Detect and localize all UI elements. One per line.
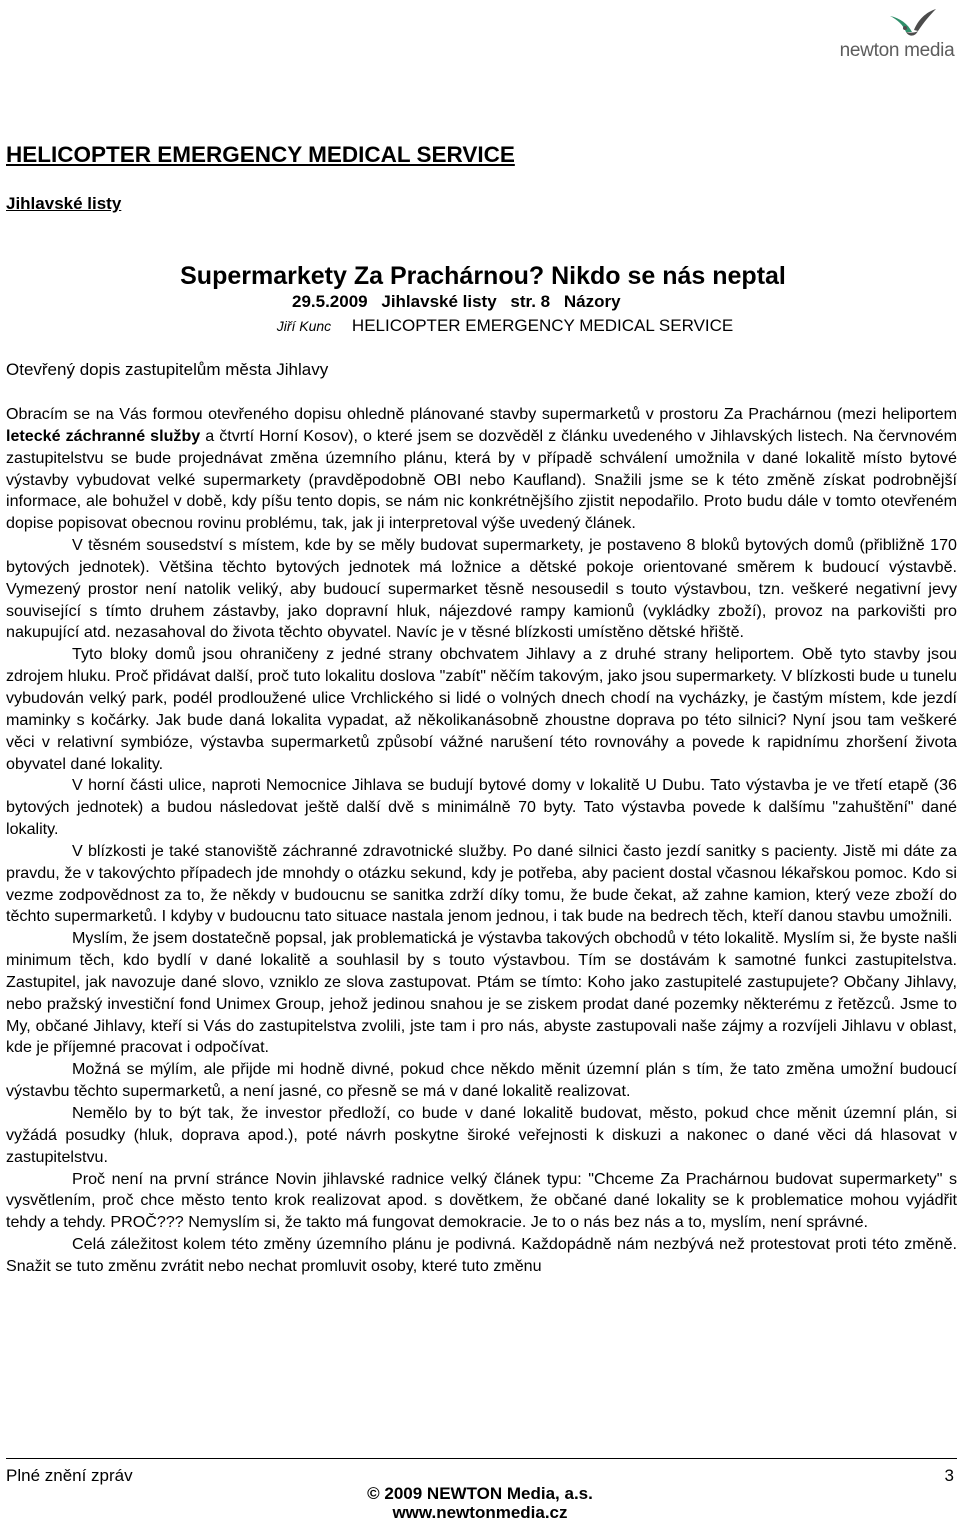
footer-copyright: © 2009 NEWTON Media, a.s. (367, 1484, 593, 1503)
page-number: 3 (944, 1466, 954, 1485)
paragraph: Proč není na první stránce Novin jihlavské radnice velký článek typu: "Chceme Za Prachárnou budovat supermarkety" s vysvětlením, proč chce město tento krok realizovat apod. s dovětkem, že občané dané lokality se k problematice mohou vyjádřit tehdy a tehdy. PROČ??? Nemyslím si, že takto má fungovat demokracie. Je to o nás bez nás a to, myslím, není správné. (6, 1169, 957, 1232)
logo-text: newton media (839, 40, 955, 61)
bird-logo-icon (878, 6, 938, 40)
article-meta (292, 292, 630, 312)
source-link[interactable]: Jihlavské listy (6, 194, 122, 213)
section-title: HELICOPTER EMERGENCY MEDICAL SERVICE (6, 142, 515, 167)
article-author: Jiří Kunc (276, 318, 332, 334)
footer-url: www.newtonmedia.cz (392, 1503, 568, 1522)
article-body (6, 404, 957, 1278)
newton-media-logo (838, 6, 956, 66)
paragraph: Myslím, že jsem dostatečně popsal, jak problematická je výstavba takových obchodů v této lokalitě. Myslím si, že byste našli minimum těch, kdo bydlí v dané lokalitě a souhlasil by s touto výstavbou. Tím se dostávám k samotné funkci zastupitelstva. Zastupitel, jak navozuje dané slovo, vzniklo ze slova zastupovat. Ptám se tímto: Koho jako zastupitelé zastupujete? Občany Jihlavy, nebo pražský investiční fond Unimex Group, jehož jedinou snahou je se ziskem prodat dané pozemky některému z řetězců. Jsme to My, občané Jihlavy, kteří si Vás do zastupitelstva zvolili, jste tam i pro nás, abyste zastupovali naše zájmy a rozvíjeli Jihlavu v oblast, kde je příjemné pracovat i odpočívat. (6, 929, 957, 1057)
article-page: str. 8 (510, 292, 551, 311)
article-byline (0, 316, 960, 336)
article-headline: Supermarkety Za Prachárnou? Nikdo se nás neptal (180, 262, 786, 290)
paragraph: Možná se mýlím, ale přijde mi hodně divné, pokud chce někdo měnit územní plán s tím, že tato změna umožní budoucí výstavbu těchto supermarketů, a není jasné, co přesně se má v dané lokalitě realizovat. (6, 1060, 957, 1101)
article-source: Jihlavské listy (381, 292, 497, 311)
paragraph: V horní části ulice, naproti Nemocnice Jihlava se budují bytové domy v lokalitě U Dubu. Tato výstavba je ve třetí etapě (36 bytových jednotek) a budou následovat ještě další dvě s minimálně 70 byty. Tato výstavba povede k dalšímu "zahuštění" dané lokality. (6, 776, 957, 839)
article-date: 29.5.2009 (292, 292, 368, 311)
paragraph: Tyto bloky domů jsou ohraničeny z jedné strany obchvatem Jihlavy a z druhé strany heliportem. Obě tyto stavby jsou zdrojem hluku. Proč přidávat další, proč tuto lokalitu doslova "zabít" něčím takovým, jako jsou supermarkety. V blízkosti bude u tunelu vybudován velký park, podél prodloužené ulice Vrchlického si lidé o volných dnech chodí na vycházky, je častým místem, kde jezdí maminky s kočárky. Jak bude daná lokalita vypadat, až několikanásobně zhoustne doprava po této silnici? Nyní jsou tam veškeré věci v relativní symbióze, výstavba supermarketů způsobí vážné narušení této rovnováhy a povede k rapidnímu zhoršení života obyvatel dané lokality. (6, 645, 957, 773)
footer-label: Plné znění zpráv (6, 1466, 133, 1485)
article-topic: HELICOPTER EMERGENCY MEDICAL SERVICE (351, 316, 734, 335)
emphasis-text: letecké záchranné služby (6, 426, 201, 445)
paragraph: Obracím se na Vás formou otevřeného dopisu ohledně plánované stavby supermarketů v prostoru Za Prachárnou (mezi heliportem letecké záchranné služby a čtvrtí Horní Kosov), o které jsem se dozvěděl z článku uvedeného v Jihlavských listech. Na červnovém zastupitelstvu se bude projednávat změna územního plánu, která by v případě schválení umožnila v dané lokalitě místo bytové výstavby vybudovat velké supermarkety (pravděpodobně OBI nebo Kaufland). Snažili jsme se k této změně získat podrobnější informace, ale bohužel v době, kdy píšu tento dopis, se nám nic konkrétnějšího zjistit nepodařilo. Proto budu dále v tomto otevřeném dopise popisovat obecnou rovinu problému, tak, jak ji interpretoval výše uvedený článek. (6, 405, 957, 533)
paragraph: Celá záležitost kolem této změny územního plánu je podivná. Každopádně nám nezbývá než protestovat proti této změně. Snažit se tuto změnu zvrátit nebo nechat promluvit osoby, které tuto změnu (6, 1235, 957, 1275)
article-subtitle: Otevřený dopis zastupitelům města Jihlavy (6, 360, 329, 379)
paragraph: Nemělo by to být tak, že investor předloží, co bude v dané lokalitě budovat, město, pokud chce měnit územní plán, si vyžádá posudky (hluk, doprava apod.), poté návrh poskytne široké veřejnosti k diskuzi a nakonec o dané věci dá hlasovat v zastupitelstvu. (6, 1104, 957, 1166)
article-section: Názory (563, 292, 621, 311)
paragraph: V blízkosti je také stanoviště záchranné zdravotnické služby. Po dané silnici často jezdí sanitky s pacienty. Jistě mi dáte za pravdu, že v takovýchto případech jde mnohdy o otázku sekund, kdy je potřeba, aby pacient dostal včasnou lékařskou pomoc. Kdo si vezme zodpovědnost za to, že někdy v budoucnu se sanitka zdrží díky tomu, že bude čekat, až zahne kamion, který veze zboží do těchto supermarketů. I kdyby v budoucnu tato situace nastala jenom jednou, i tak bude na bedrech těch, kteří danou stavbu umožnili. (6, 841, 957, 926)
paragraph: V těsném sousedství s místem, kde by se měly budovat supermarkety, je postaveno 8 bloků bytových domů (přibližně 170 bytových jednotek). Většina těchto bytových jednotek má ložnice a dětské pokoje orientované směrem k budoucí výstavbě. Vymezený prostor není natolik veliký, aby budoucí supermarket těsně nesousedil s touto výstavbou, tzn. veškeré negativní jevy související s tímto druhem zástavby, jako dopravní hluk, nájezdové rampy kamionů (vykládky zboží), provoz na parkovišti pro nakupující atd. nezasahoval do života těchto obyvatel. Navíc je v těsné blízkosti umístěno dětské hřiště. (6, 536, 957, 642)
footer-divider (6, 1458, 957, 1459)
